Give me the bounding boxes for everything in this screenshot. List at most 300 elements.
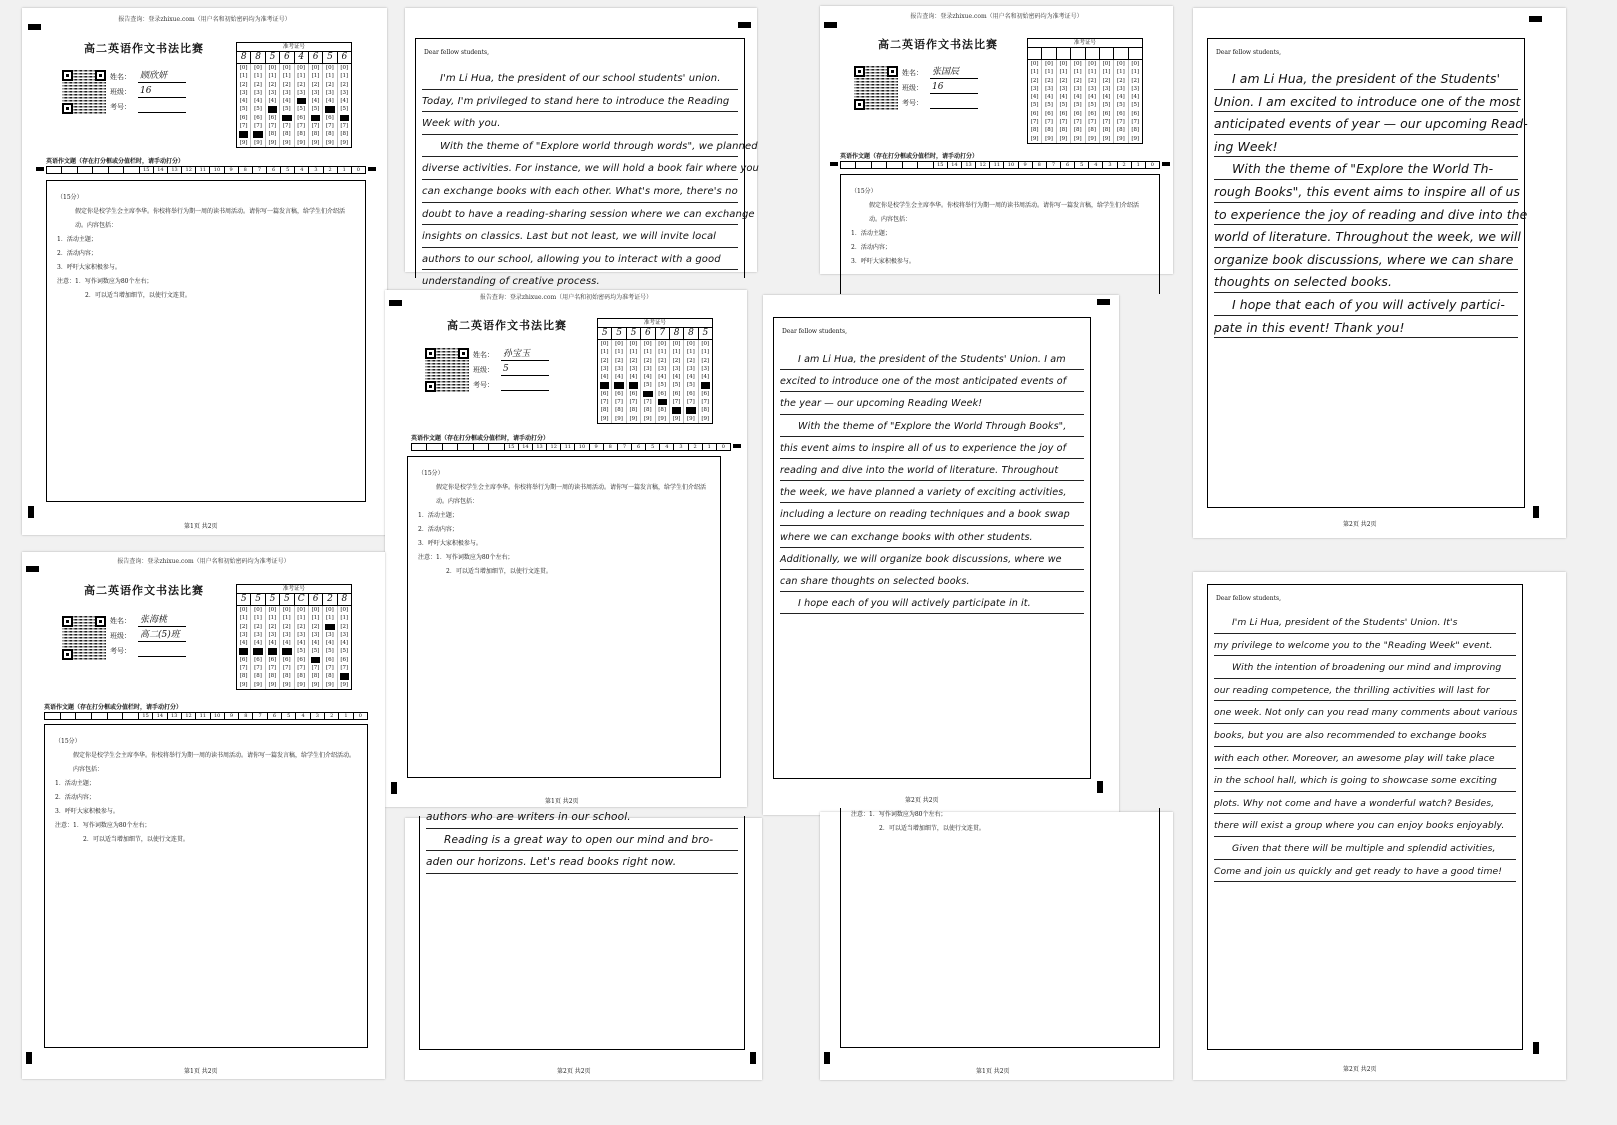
- digit-bubble: [6]: [672, 390, 681, 397]
- score-cell[interactable]: 3: [1102, 162, 1116, 168]
- digit-bubble: [8]: [1030, 127, 1039, 134]
- digit-bubble: [1]: [254, 615, 262, 622]
- essay-line: I'm Li Hua, the president of our school students' union.: [422, 67, 738, 90]
- digit-bubble: [614, 382, 623, 388]
- registration-mark: [1097, 299, 1110, 305]
- digit-bubble: [282, 115, 291, 121]
- digit-bubble: [3]: [239, 631, 248, 638]
- answer-sheet-c-essay: [763, 295, 1119, 815]
- score-cell[interactable]: 2: [1117, 162, 1131, 168]
- score-cell[interactable]: 4: [294, 167, 308, 173]
- digit-bubble: [9]: [1088, 135, 1097, 142]
- ticket-bubble-column: [1057, 60, 1071, 143]
- score-cell[interactable]: 11: [195, 167, 209, 173]
- question-box: [407, 456, 721, 778]
- score-cell[interactable]: 14: [153, 167, 167, 173]
- digit-bubble: [5]: [1131, 102, 1140, 109]
- digit-bubble: [1]: [1117, 69, 1125, 76]
- ticket-bubble-column: [627, 340, 641, 423]
- essay-line: excited to introduce one of the most anticipated events of: [780, 370, 1084, 392]
- digit-bubble: [3]: [672, 365, 681, 372]
- digit-bubble: [9]: [254, 681, 262, 688]
- digit-bubble: [6]: [254, 656, 262, 663]
- essay-line: world of literature. Throughout the week, we will: [1214, 225, 1518, 248]
- score-cell[interactable]: 0: [351, 167, 365, 173]
- digit-bubble: [3]: [239, 89, 248, 96]
- digit-bubble: [0]: [340, 65, 349, 71]
- digit-bubble: [6]: [297, 656, 306, 663]
- digit-bubble: [8]: [326, 131, 334, 138]
- digit-bubble: [9]: [1059, 135, 1068, 142]
- digit-bubble: [2]: [340, 623, 349, 630]
- score-blank-cell: [47, 167, 61, 173]
- digit-bubble: [5]: [297, 648, 306, 655]
- score-cell[interactable]: 7: [252, 167, 266, 173]
- score-blank-cell: [886, 162, 901, 168]
- score-bar: [44, 712, 368, 720]
- score-cell[interactable]: 8: [238, 167, 252, 173]
- score-cell[interactable]: 4: [659, 444, 673, 450]
- score-cell[interactable]: 9: [1018, 162, 1032, 168]
- digit-bubble: [7]: [297, 665, 306, 672]
- score-cell[interactable]: 8: [1032, 162, 1046, 168]
- ticket-digit: 5: [323, 52, 337, 63]
- digit-bubble: [7]: [1073, 119, 1082, 126]
- registration-mark: [389, 300, 402, 306]
- digit-bubble: [4]: [268, 640, 277, 647]
- digit-bubble: [8]: [268, 673, 277, 680]
- page-footer: 第2页 共2页: [557, 1068, 591, 1075]
- score-cell[interactable]: 7: [617, 444, 631, 450]
- digit-bubble: [4]: [326, 98, 334, 105]
- digit-bubble: [7]: [1030, 119, 1039, 126]
- essay-line: organize book discussions, where we can share: [1214, 248, 1518, 271]
- score-cell[interactable]: 10: [209, 167, 223, 173]
- score-cell[interactable]: 12: [975, 162, 989, 168]
- admission-ticket-grid: [236, 42, 352, 148]
- digit-bubble: [0]: [282, 607, 291, 613]
- score-cell[interactable]: 1: [1131, 162, 1145, 168]
- score-blank-cell: [45, 713, 60, 719]
- digit-bubble: [268, 106, 277, 112]
- student-name: 张海桃: [140, 615, 168, 625]
- essay-line: With the theme of "Explore the World Th-: [1214, 157, 1518, 180]
- digit-bubble: [7]: [615, 399, 623, 406]
- score-cell[interactable]: 2: [323, 167, 337, 173]
- score-cell[interactable]: 6: [631, 444, 645, 450]
- digit-bubble: [5]: [297, 106, 306, 113]
- digit-bubble: [0]: [326, 65, 334, 71]
- digit-bubble: [2]: [268, 623, 277, 630]
- ticket-digit: 5: [266, 594, 280, 605]
- answer-sheet-a-front: [22, 8, 387, 535]
- digit-bubble: [2]: [672, 357, 681, 364]
- score-cell[interactable]: 3: [308, 167, 322, 173]
- digit-bubble: [4]: [326, 640, 334, 647]
- ticket-digit: 5: [266, 52, 280, 63]
- digit-bubble: [4]: [268, 98, 277, 105]
- student-class: 16: [140, 86, 152, 96]
- digit-bubble: [1]: [239, 73, 248, 80]
- essay-line: Given that there will be multiple and splendid activities,: [1214, 837, 1516, 860]
- score-cell[interactable]: 11: [195, 713, 209, 719]
- ticket-digit: 8: [341, 594, 348, 604]
- digit-bubble: [325, 106, 334, 112]
- score-cell[interactable]: 9: [589, 444, 603, 450]
- digit-bubble: [7]: [254, 665, 262, 672]
- writing-box: [1207, 584, 1523, 1050]
- score-cell[interactable]: 12: [546, 444, 560, 450]
- score-cell[interactable]: 14: [518, 444, 532, 450]
- score-cell[interactable]: 8: [238, 713, 252, 719]
- ticket-digit: 6: [309, 52, 323, 63]
- score-cell[interactable]: 7: [1046, 162, 1060, 168]
- digit-bubble: [268, 648, 277, 654]
- digit-bubble: [311, 115, 320, 121]
- digit-bubble: [3]: [268, 89, 277, 96]
- ticket-digit: 5: [627, 328, 641, 339]
- essay-line: Union. I am excited to introduce one of the most: [1214, 90, 1518, 113]
- digit-bubble: [0]: [1102, 61, 1111, 67]
- qr-code: [62, 70, 106, 114]
- ticket-bubble-columns: [1028, 60, 1142, 143]
- score-blank-cell: [412, 444, 426, 450]
- question-item: 1．活动主题；: [55, 780, 95, 787]
- score-cell[interactable]: 9: [224, 167, 238, 173]
- score-cell[interactable]: 1: [337, 167, 351, 173]
- digit-bubble: [4]: [629, 374, 638, 381]
- digit-bubble: [6]: [701, 390, 710, 397]
- page-footer: 第1页 共2页: [976, 1068, 1010, 1075]
- exam-id-label: 考号：: [902, 99, 923, 107]
- class-label: 班级：: [902, 84, 923, 92]
- handwritten-essay: [1214, 67, 1528, 338]
- ticket-bubble-column: [1042, 60, 1056, 143]
- score-section-label: 英语作文题（存在打分框或分值栏时，请手动打分）: [411, 435, 550, 442]
- digit-bubble: [6]: [254, 114, 262, 121]
- digit-bubble: [2]: [1088, 77, 1097, 84]
- ticket-bubble-columns: [598, 340, 712, 423]
- digit-bubble: [0]: [297, 65, 306, 71]
- admission-ticket-label: 准考证号: [598, 319, 712, 328]
- score-blank-cell: [60, 713, 76, 719]
- ticket-digit: 6: [341, 52, 348, 62]
- ticket-bubble-column: [338, 64, 351, 147]
- digit-bubble: [7]: [1102, 119, 1111, 126]
- digit-bubble: [1]: [311, 615, 320, 622]
- score-blank-cell: [457, 444, 472, 450]
- score-cell[interactable]: 9: [224, 713, 238, 719]
- salutation: Dear fellow students,: [1216, 49, 1281, 56]
- score-cell[interactable]: 13: [167, 167, 181, 173]
- question-item: 3．呼吁大家积极参与。: [55, 808, 119, 815]
- score-cell[interactable]: 5: [645, 444, 659, 450]
- registration-mark: [1533, 506, 1539, 518]
- score-cell[interactable]: 15: [504, 444, 518, 450]
- digit-bubble: [643, 391, 652, 397]
- digit-bubble: [1]: [254, 73, 262, 80]
- digit-bubble: [8]: [1088, 127, 1097, 134]
- score-cell[interactable]: 4: [295, 713, 309, 719]
- registration-mark: [368, 167, 376, 171]
- digit-bubble: [1]: [687, 349, 695, 356]
- writing-box: [415, 38, 759, 288]
- digit-bubble: [1]: [672, 349, 681, 356]
- essay-line: this event aims to inspire all of us to experience the joy of: [780, 437, 1084, 459]
- digit-bubble: [4]: [1030, 94, 1039, 101]
- digit-bubble: [6]: [1102, 110, 1111, 117]
- digit-bubble: [7]: [326, 123, 334, 130]
- digit-bubble: [8]: [268, 131, 277, 138]
- score-cell[interactable]: 6: [267, 713, 281, 719]
- question-item: 1．活动主题；: [57, 236, 97, 243]
- digit-bubble: [4]: [1088, 94, 1097, 101]
- essay-line: insights on classics. Last but not least, we will invite local: [422, 225, 738, 248]
- score-cell[interactable]: 6: [1060, 162, 1074, 168]
- ticket-digit: 8: [684, 328, 698, 339]
- salutation: Dear fellow students,: [782, 328, 847, 335]
- score-cell[interactable]: 15: [139, 167, 153, 173]
- score-cell[interactable]: 10: [1003, 162, 1017, 168]
- digit-bubble: [3]: [254, 89, 262, 96]
- registration-mark: [733, 444, 741, 448]
- digit-bubble: [8]: [1117, 127, 1125, 134]
- ticket-digit: 5: [612, 328, 626, 339]
- score-cell[interactable]: 13: [167, 713, 181, 719]
- digit-bubble: [6]: [1088, 110, 1097, 117]
- digit-bubble: [2]: [254, 81, 262, 88]
- digit-bubble: [7]: [297, 123, 306, 130]
- digit-bubble: [7]: [282, 123, 291, 130]
- score-cell[interactable]: 0: [353, 713, 367, 719]
- digit-bubble: [658, 399, 667, 405]
- question-points: （15分）: [418, 470, 444, 477]
- digit-bubble: [4]: [701, 374, 710, 381]
- exam-id-label: 考号：: [110, 647, 131, 655]
- digit-bubble: [2]: [239, 81, 248, 88]
- score-cell[interactable]: 7: [252, 713, 266, 719]
- digit-bubble: [7]: [1088, 119, 1097, 126]
- digit-bubble: [7]: [311, 123, 320, 130]
- digit-bubble: [1]: [268, 615, 277, 622]
- essay-line: there will exist a group where you can enjoy books enjoyably.: [1214, 814, 1516, 837]
- score-cell[interactable]: 1: [702, 444, 716, 450]
- digit-bubble: [9]: [687, 415, 695, 422]
- essay-line: with each other. Moreover, an awesome play will take place: [1214, 747, 1516, 770]
- ticket-bubble-column: [1071, 60, 1085, 143]
- digit-bubble: [7]: [311, 665, 320, 672]
- digit-bubble: [6]: [1073, 110, 1082, 117]
- score-cell[interactable]: 1: [338, 713, 352, 719]
- score-cell[interactable]: 10: [574, 444, 588, 450]
- digit-bubble: [5]: [1102, 102, 1111, 109]
- essay-line: understanding of creative process.: [422, 270, 738, 293]
- digit-bubble: [2]: [1131, 77, 1140, 84]
- digit-bubble: [5]: [340, 648, 349, 655]
- score-cell[interactable]: 15: [138, 713, 152, 719]
- score-cell[interactable]: 6: [266, 167, 280, 173]
- score-cell[interactable]: 11: [560, 444, 574, 450]
- page-footer: 第1页 共2页: [184, 1068, 218, 1075]
- registration-mark: [1162, 162, 1170, 166]
- digit-bubble: [6]: [1117, 110, 1125, 117]
- student-class: 5: [503, 364, 509, 374]
- contest-title: 高二英语作文书法比赛: [84, 42, 204, 55]
- answer-sheet-d-essay: [1193, 572, 1566, 1080]
- digit-bubble: [239, 648, 248, 654]
- ticket-bubble-column: [670, 340, 684, 423]
- score-blank-cell: [488, 444, 503, 450]
- digit-bubble: [5]: [311, 648, 320, 655]
- score-blank-cell: [442, 444, 457, 450]
- digit-bubble: [8]: [282, 131, 291, 138]
- score-blank-cell: [871, 162, 886, 168]
- digit-bubble: [5]: [643, 382, 652, 389]
- score-cell[interactable]: 13: [532, 444, 546, 450]
- ticket-bubble-column: [309, 606, 323, 689]
- digit-bubble: [9]: [239, 139, 248, 146]
- digit-bubble: [8]: [658, 407, 667, 414]
- ticket-handwritten-digits: [598, 328, 712, 340]
- digit-bubble: [3]: [1131, 85, 1140, 92]
- score-cell[interactable]: 0: [1145, 162, 1159, 168]
- digit-bubble: [3]: [340, 631, 349, 638]
- ticket-digit: [1086, 48, 1100, 59]
- essay-line: the week, we have planned a variety of exciting activities,: [780, 481, 1084, 503]
- ticket-digit: 6: [641, 328, 655, 339]
- digit-bubble: [253, 131, 262, 137]
- digit-bubble: [2]: [282, 623, 291, 630]
- essay-line: I am Li Hua, the president of the Students' Union. I am: [780, 348, 1084, 370]
- question-box: [44, 724, 368, 1048]
- ticket-digit: [1057, 48, 1071, 59]
- ticket-bubble-column: [699, 340, 712, 423]
- digit-bubble: [4]: [297, 640, 306, 647]
- digit-bubble: [4]: [340, 98, 349, 105]
- digit-bubble: [340, 673, 349, 679]
- score-cell[interactable]: 2: [688, 444, 702, 450]
- ticket-digit: 5: [237, 594, 251, 605]
- digit-bubble: [7]: [1045, 119, 1053, 126]
- answer-sheet-a-essay-tail: [405, 811, 762, 1080]
- essay-line: the year — our upcoming Reading Week!: [780, 392, 1084, 414]
- digit-bubble: [3]: [1073, 85, 1082, 92]
- ticket-bubble-column: [237, 606, 251, 689]
- digit-bubble: [7]: [340, 665, 349, 672]
- question-note: 2．可以适当增加细节，以使行文连贯。: [446, 568, 552, 575]
- digit-bubble: [4]: [239, 98, 248, 105]
- answer-sheet-a-essay: [405, 8, 759, 288]
- score-cell[interactable]: 4: [1088, 162, 1102, 168]
- score-cell[interactable]: 13: [961, 162, 975, 168]
- digit-bubble: [9]: [282, 681, 291, 688]
- ticket-bubble-column: [251, 64, 265, 147]
- digit-bubble: [5]: [1088, 102, 1097, 109]
- score-section-label: 英语作文题（存在打分框或分值栏时，请手动打分）: [44, 704, 183, 711]
- score-cell[interactable]: 0: [716, 444, 730, 450]
- digit-bubble: [4]: [672, 374, 681, 381]
- digit-bubble: [9]: [340, 681, 349, 688]
- digit-bubble: [2]: [701, 357, 710, 364]
- page-footer: 第1页 共2页: [545, 798, 579, 805]
- digit-bubble: [0]: [326, 607, 334, 613]
- score-cell[interactable]: 3: [673, 444, 687, 450]
- score-cell[interactable]: 10: [210, 713, 224, 719]
- digit-bubble: [9]: [1045, 135, 1053, 142]
- ticket-digit: 6: [280, 52, 294, 63]
- score-cell[interactable]: 3: [310, 713, 324, 719]
- salutation: Dear fellow students,: [1216, 595, 1281, 602]
- question-note: 注意：1．写作词数应为80个左右；: [418, 554, 514, 561]
- essay-line: plots. Why not come and have a wonderful watch? Besides,: [1214, 792, 1516, 815]
- digit-bubble: [3]: [254, 631, 262, 638]
- handwritten-essay: [422, 67, 759, 293]
- digit-bubble: [0]: [615, 341, 623, 347]
- digit-bubble: [9]: [268, 681, 277, 688]
- digit-bubble: [5]: [1030, 102, 1039, 109]
- score-cell[interactable]: 8: [603, 444, 617, 450]
- ticket-digit: 6: [309, 594, 323, 605]
- digit-bubble: [1]: [1073, 69, 1082, 76]
- question-note: 注意：1．写作词数应为80个左右；: [851, 811, 947, 818]
- score-cell[interactable]: 12: [181, 713, 195, 719]
- question-item: 1．活动主题；: [851, 230, 891, 237]
- score-cell[interactable]: 11: [989, 162, 1003, 168]
- ticket-bubble-column: [251, 606, 265, 689]
- essay-line: pate in this event! Thank you!: [1214, 316, 1518, 339]
- score-cell[interactable]: 14: [947, 162, 961, 168]
- score-cell[interactable]: 2: [324, 713, 338, 719]
- score-cell[interactable]: 15: [933, 162, 947, 168]
- digit-bubble: [0]: [297, 607, 306, 613]
- digit-bubble: [4]: [254, 640, 262, 647]
- score-cell[interactable]: 14: [152, 713, 166, 719]
- digit-bubble: [5]: [282, 106, 291, 113]
- digit-bubble: [6]: [1030, 110, 1039, 117]
- digit-bubble: [9]: [282, 139, 291, 146]
- digit-bubble: [1]: [629, 349, 638, 356]
- digit-bubble: [6]: [615, 390, 623, 397]
- digit-bubble: [3]: [326, 89, 334, 96]
- digit-bubble: [4]: [311, 640, 320, 647]
- ticket-bubble-column: [323, 64, 337, 147]
- page-footer: 第2页 共2页: [1343, 521, 1377, 528]
- question-prompt: 假定你是校学生会主席李华。你校将举行为期一周的读书周活动。请你写一篇发言稿，给学生们介绍活动。内容包括：: [75, 208, 346, 229]
- digit-bubble: [1]: [1088, 69, 1097, 76]
- digit-bubble: [9]: [701, 415, 710, 422]
- digit-bubble: [8]: [615, 407, 623, 414]
- score-blank-cell: [61, 167, 76, 173]
- score-cell[interactable]: 12: [181, 167, 195, 173]
- class-label: 班级：: [110, 88, 131, 96]
- digit-bubble: [4]: [615, 374, 623, 381]
- ticket-digit: [1042, 48, 1056, 59]
- digit-bubble: [0]: [629, 341, 638, 347]
- digit-bubble: [1]: [1102, 69, 1111, 76]
- ticket-bubble-column: [1086, 60, 1100, 143]
- digit-bubble: [4]: [1131, 94, 1140, 101]
- score-cell[interactable]: 5: [281, 713, 295, 719]
- score-cell[interactable]: 5: [280, 167, 294, 173]
- score-cell[interactable]: 5: [1074, 162, 1088, 168]
- digit-bubble: [3]: [1088, 85, 1097, 92]
- ticket-handwritten-digits: [1028, 48, 1142, 60]
- digit-bubble: [2]: [1102, 77, 1111, 84]
- ticket-bubble-column: [612, 340, 626, 423]
- registration-mark: [26, 1052, 32, 1064]
- digit-bubble: [4]: [239, 640, 248, 647]
- class-label: 班级：: [110, 632, 131, 640]
